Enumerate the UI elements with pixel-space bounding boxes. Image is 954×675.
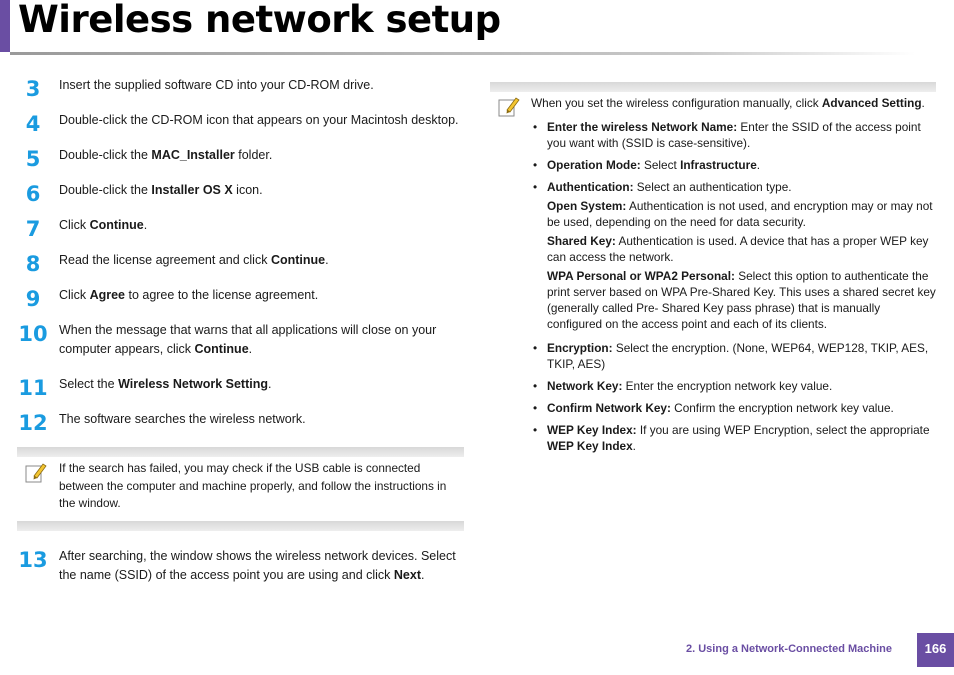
bullet-wep-key-index: [533, 422, 937, 454]
bold-term: Wireless Network Setting: [118, 377, 269, 391]
bullet-marker: •: [533, 341, 538, 355]
bullet-marker: •: [533, 401, 538, 415]
bold-term: Infrastructure: [680, 158, 757, 172]
bold-term: WEP Key Index: [547, 439, 633, 453]
step-number: 8: [25, 252, 41, 276]
bullet-text: Network Key: Enter the encryption network key value.: [547, 379, 833, 393]
note-intro: When you set the wireless configuration manually, click Advanced Setting.: [531, 96, 925, 110]
step-number: 7: [25, 217, 41, 241]
step-text: The software searches the wireless network.: [59, 412, 306, 426]
bold-term: Open System:: [547, 199, 627, 213]
bold-term: WEP Key Index:: [547, 423, 637, 437]
step-text: Select the Wireless Network Setting.: [59, 377, 272, 391]
bullet-text: Authentication: Select an authentication type.: [547, 180, 792, 194]
bold-term: Continue: [89, 218, 144, 232]
bullet-text: Encryption: Select the encryption. (None, WEP64, WEP128, TKIP, AES, TKIP, AES): [547, 341, 929, 371]
step-number: 4: [25, 112, 41, 136]
step-text: Double-click the Installer OS X icon.: [59, 183, 263, 197]
bold-term: Advanced Setting: [821, 96, 922, 110]
bold-term: MAC_Installer: [151, 148, 235, 162]
step-number: 9: [25, 287, 41, 311]
bullet-marker: •: [533, 180, 538, 194]
step-number: 3: [25, 77, 41, 101]
step-text: Click Agree to agree to the license agreement.: [59, 288, 319, 302]
step-number: 11: [18, 376, 48, 400]
auth-open-system: Open System: Authentication is not used, and encryption may or may not be used, depending on the need for data security.: [547, 199, 933, 229]
auth-wpa-personal: WPA Personal or WPA2 Personal: Select this option to authenticate the print server based on WPA Pre-Shared Key. This uses a shared secret key (generally called Pre- Shared Key pass phrase) that is manually configured on the access point and each of its clients.: [547, 269, 936, 331]
bullet-marker: •: [533, 379, 538, 393]
note-pencil-icon: [25, 461, 47, 483]
step-text: Double-click the CD-ROM icon that appears on your Macintosh desktop.: [59, 113, 459, 127]
bullet-marker: •: [533, 120, 538, 134]
bold-term: Agree: [89, 288, 125, 302]
bold-term: Continue: [194, 342, 249, 356]
note-text: If the search has failed, you may check if the USB cable is connected between the computer and machine properly, and follow the instructions in the window.: [59, 461, 447, 510]
bold-term: Authentication:: [547, 180, 634, 194]
note-bottom-band: [17, 521, 464, 531]
step-number: 13: [18, 548, 48, 572]
bullet-operation-mode: [533, 157, 937, 173]
page-title: Wireless network setup: [18, 0, 501, 41]
bullet-authentication: [533, 179, 937, 195]
bullet-confirm-network-key: [533, 400, 937, 416]
bold-term: Next: [393, 568, 421, 582]
step-text: After searching, the window shows the wireless network devices. Select the name (SSID) of the access point you are using and click Next.: [59, 549, 456, 582]
bullet-network-name: [533, 119, 937, 151]
bold-term: Confirm Network Key:: [547, 401, 671, 415]
footer-section-link[interactable]: 2. Using a Network-Connected Machine: [686, 643, 892, 655]
step-text: Insert the supplied software CD into your CD-ROM drive.: [59, 78, 374, 92]
note-box: [17, 447, 464, 531]
bullet-text: Confirm Network Key: Confirm the encryption network key value.: [547, 401, 894, 415]
bullet-marker: •: [533, 158, 538, 172]
bullet-text: Enter the wireless Network Name: Enter the SSID of the access point you want with (SSID is case-sensitive).: [547, 120, 921, 150]
title-accent-bar: [0, 0, 10, 52]
bullet-encryption: [533, 340, 937, 372]
bold-term: Installer OS X: [151, 183, 233, 197]
bold-term: Shared Key:: [547, 234, 616, 248]
bullet-marker: •: [533, 423, 538, 437]
step-text: Click Continue.: [59, 218, 148, 232]
bold-term: Network Key:: [547, 379, 623, 393]
step-number: 5: [25, 147, 41, 171]
step-number: 6: [25, 182, 41, 206]
bold-term: Operation Mode:: [547, 158, 641, 172]
bold-term: WPA Personal or WPA2 Personal:: [547, 269, 735, 283]
step-number: 10: [18, 322, 48, 346]
title-divider: [10, 52, 915, 55]
step-text: When the message that warns that all applications will close on your computer appears, click Continue.: [59, 323, 437, 356]
page-number-badge: 166: [917, 633, 954, 667]
step-number: 12: [18, 411, 48, 435]
step-text: Read the license agreement and click Continue.: [59, 253, 329, 267]
auth-shared-key: Shared Key: Authentication is used. A device that has a proper WEP key can access the network.: [547, 234, 929, 264]
bullet-network-key: [533, 378, 937, 394]
bold-term: Encryption:: [547, 341, 613, 355]
bullet-text: Operation Mode: Select Infrastructure.: [547, 158, 761, 172]
bold-term: Enter the wireless Network Name:: [547, 120, 738, 134]
note-top-band: [490, 82, 936, 92]
bullet-text: WEP Key Index: If you are using WEP Encryption, select the appropriate WEP Key Index.: [547, 423, 930, 453]
note-top-band: [17, 447, 464, 457]
note-pencil-icon: [498, 95, 520, 117]
step-text: Double-click the MAC_Installer folder.: [59, 148, 273, 162]
bold-term: Continue: [270, 253, 326, 267]
